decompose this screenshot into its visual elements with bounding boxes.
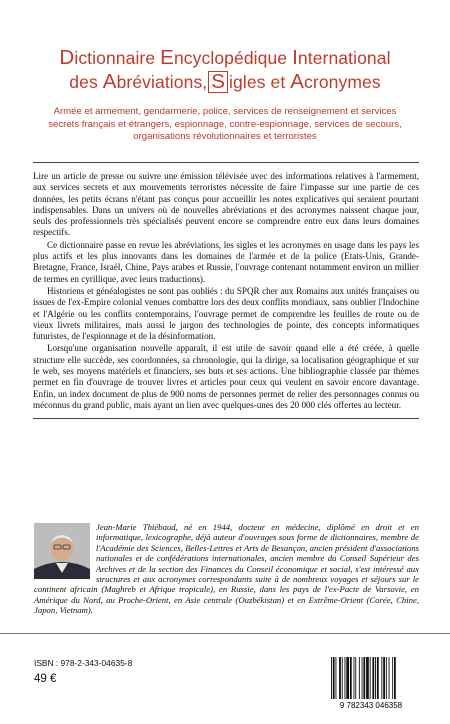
title-word-rest: d <box>69 72 80 92</box>
barcode-bar <box>362 657 363 699</box>
title-word-rest: ictionnaire <box>74 48 161 68</box>
subtitle: Armée et armement, gendarmerie, police, services de renseignement et services secrets français et étrangers, espionnage, contre-espionnage, services de secours, organisations révolutionnaires et terroristes <box>48 106 402 142</box>
barcode-bar <box>386 657 387 699</box>
blurb <box>33 162 419 419</box>
title-word-rest: es <box>79 72 103 92</box>
barcode-bar <box>366 657 369 699</box>
blurb-paragraph: Lorsqu'une organisation nouvelle apparaît, il est utile de savoir quand elle a été créée, à quelle structure elle succède, ses coordonnées, sa chronologie, qui la dirige, sa localisation géographique et sur le web, ses moyens matériels et financiers, ses buts et ses actions. Une bibliographie classée par thèmes permet en fin d'ouvrage de trouver livres et articles pour ceux qui veulent en savoir encore davantage. Enfin, un index document de plus de 900 noms de personnes permet de relier des personnages connus ou méconnus du grand public, mais ayant un lien avec quelques-unes des 20 000 clés offertes au lecteur. <box>33 343 419 410</box>
barcode-bar <box>350 657 352 699</box>
price: 49 € <box>34 673 57 685</box>
title-word-rest: ncyclopédique <box>173 48 293 68</box>
barcode-bar <box>381 657 382 699</box>
sigles-boxed-letter <box>208 71 228 93</box>
blurb-paragraph: Historiens et généalogistes ne sont pas oubliés : du SPQR cher aux Romains aux unités françaises ou issues de l'ex-Empire colonial venues combattre lors des deux conflits mondiaux, sans oublier l'Indochine et l'Algérie ou les conflits contemporains, l'ouvrage permet de comprendre les feuilles de route ou de vieux livrets militaires, mais aussi le jargon des technologies de pointe, des concepts informatiques futuristes, de l'espionnage et de la désinformation. <box>33 285 419 342</box>
barcode-bar <box>339 657 341 699</box>
title-word-cap: A <box>102 70 117 93</box>
barcode-bar <box>389 657 390 699</box>
title-line-2 <box>0 70 450 94</box>
barcode-bar <box>333 657 335 699</box>
title-word-rest: nternational <box>297 48 391 68</box>
barcode-bar <box>355 657 356 699</box>
title-word-cap: S <box>211 70 226 93</box>
blurb-paragraph: Ce dictionnaire passe en revue les abréviations, les sigles et les acronymes en usage dans les pays les plus actifs et les plus innovants dans les domaines de l'armée et de la police (Etats-Unis, Grande-Bretagne, France, Israël, Chine, Pays arabes et Russie, l'ouvrage contenant notamment environ un millier de termes en cyrillique, avec leurs traductions). <box>33 239 419 284</box>
barcode-bar <box>394 657 396 699</box>
barcode-bar <box>354 657 355 699</box>
barcode-bar <box>359 657 360 699</box>
barcode-bar <box>377 657 379 699</box>
barcode-bar <box>392 657 393 699</box>
photo-spacer <box>34 522 96 582</box>
barcode-bar <box>331 657 332 699</box>
barcode-bar <box>363 657 365 699</box>
barcode-bar <box>383 657 385 699</box>
blurb-paragraph: Lire un article de presse ou suivre une émission télévisée avec des informations relatives à l'armement, aux services secrets et aux mouvements terroristes nécessite de faire l'impasse sur une partie de ces données, les petits écrans n'étant pas conçus pour accueillir les notes explicatives qui seraient pourtant indispensables. Dans un univers où de nouvelles abréviations et des acronymes naissent chaque jour, seuls des professionnels très spécialisés peuvent encore se comprendre entre eux dans leurs domaines respectifs. <box>33 171 419 238</box>
title-word-cap: I <box>292 46 298 69</box>
title-word-cap: E <box>160 46 174 69</box>
author-bio <box>34 522 419 616</box>
barcode-bar <box>346 657 349 699</box>
title-line-1 <box>0 46 450 70</box>
title-word-rest: igles et <box>229 72 291 92</box>
barcode-bar <box>370 657 371 699</box>
title-word-rest: cronymes <box>304 72 381 92</box>
title-word-cap: A <box>290 70 305 93</box>
cover-footer <box>0 633 450 724</box>
barcode-digits: 9 782343 046358 <box>339 701 403 710</box>
barcode-bar <box>375 657 376 699</box>
barcode-bar <box>336 657 337 699</box>
author-bio-text: Jean-Marie Thiébaud, né en 1944, docteur en médecine, diplômé en droit et en informatique, lexicographe, déjà auteur d'ouvrages sous forme de dictionnaires, membre de l'Académie des Sciences, Belles-Lettres et Arts de Besançon, ancien président d'associations nationales et de confédérations internationales, ancien membre du Conseil Supérieur des Archives et de la section des Finances du Conseil économique et social, s'est intéressé aux structures et aux acronymes correspondants suite à de nombreux voyages et séjours sur le continent africain (Maghreb et Afrique tropicale), en Russie, dans les pays de l'ex-Pacte de Varsovie, en Amérique du Nord, au Proche-Orient, en Asie centrale (Ouzbékistan) et en Extrême-Orient (Corée, Chine, Japon, Vietnam). <box>34 522 419 616</box>
barcode-bar <box>372 657 374 699</box>
isbn: ISBN : 978-2-343-04635-8 <box>34 658 133 668</box>
barcode-bar <box>345 657 346 699</box>
title-word-cap: D <box>59 46 75 69</box>
barcode <box>325 655 417 711</box>
title-word-rest: bréviations, <box>116 72 208 92</box>
barcode-bar <box>342 657 343 699</box>
